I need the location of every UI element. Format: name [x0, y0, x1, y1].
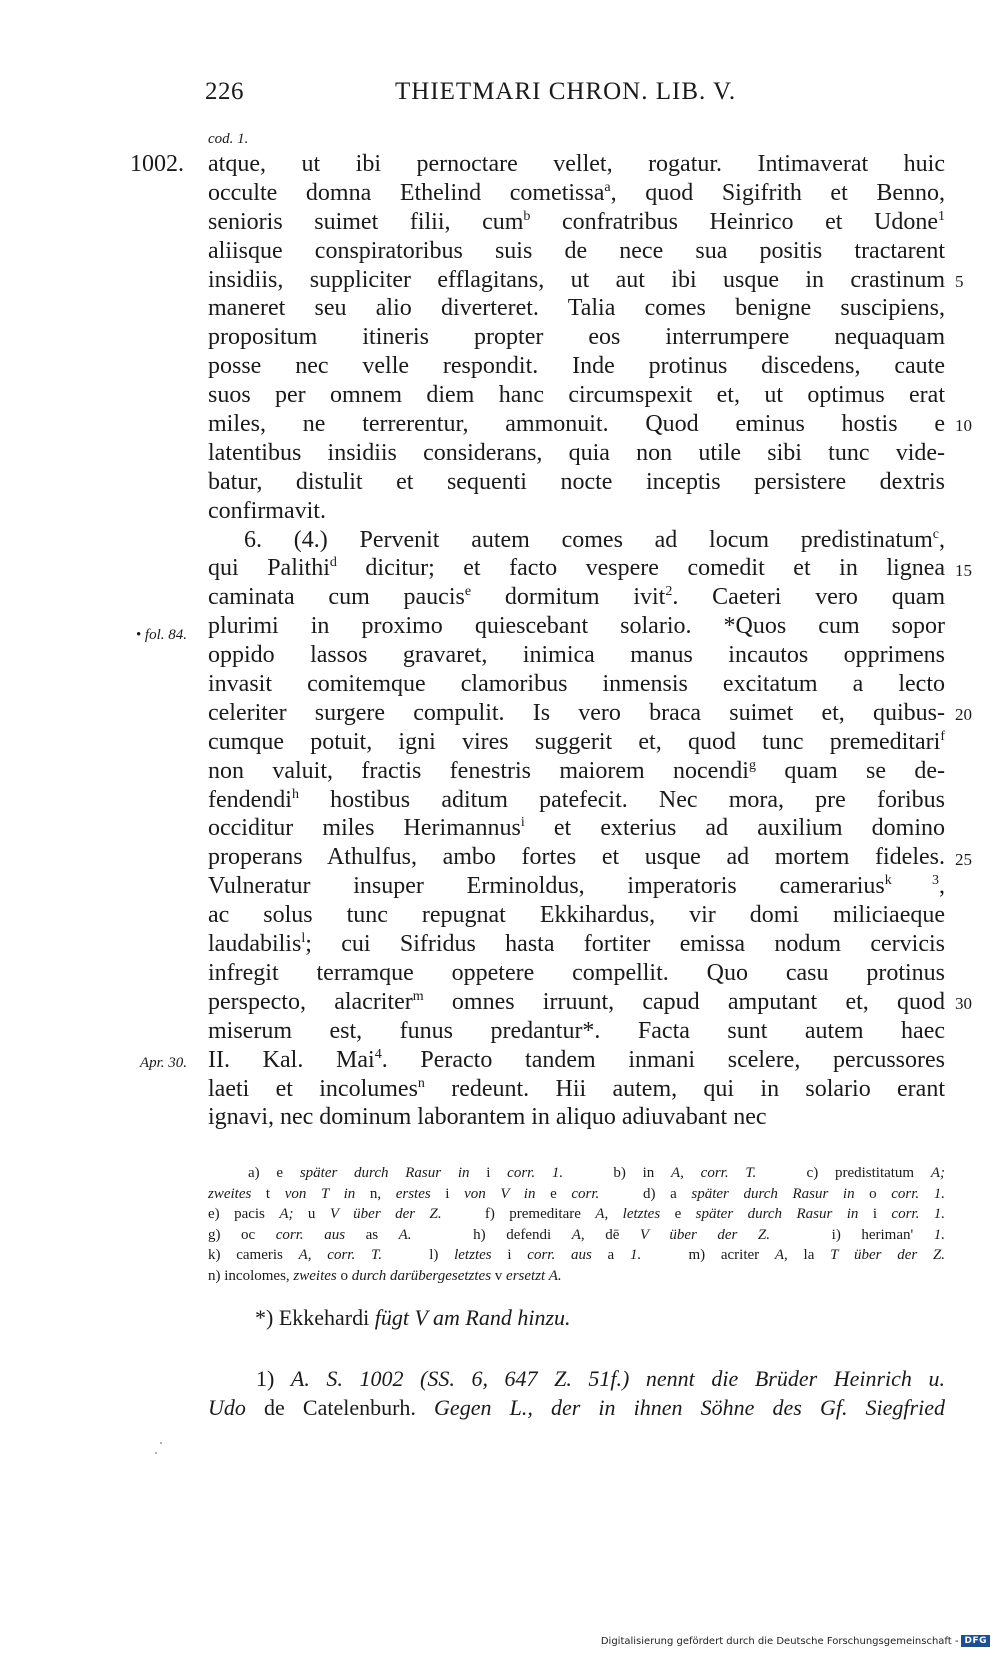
margin-date: Apr. 30.	[139, 1055, 187, 1071]
text-line: maneret seu alio diverteret. Talia comes benigne suscipiens,	[208, 295, 945, 322]
codex-note: cod. 1.	[208, 131, 249, 147]
text-line: latentibus insidiis considerans, quia non utile sibi tunc vide-	[208, 439, 945, 466]
text-line: plurimi in proximo quiescebant solario. *Quos cum sopor	[208, 613, 945, 640]
source-note-line: 1) A. S. 1002 (SS. 6, 647 Z. 51f.) nennt die Brüder Heinrich u.	[256, 1366, 945, 1391]
footnote-line: a) e später durch Rasur in i corr. 1. b) in A, corr. T. c) predistitatum A;	[248, 1165, 946, 1181]
star-note: *) Ekkehardi fügt V am Rand hinzu.	[255, 1305, 571, 1330]
critical-apparatus	[208, 1163, 945, 1286]
footnote-line: n) incolomes, zweites o durch darübergesetztes v ersetzt A.	[208, 1267, 562, 1284]
text-line: II. Kal. Mai$^4$. Peracto tandem inmani scelere, percussores	[208, 1046, 945, 1073]
text-line: occiditur miles Herimannus$^i$ et exterius ad auxilium domino	[208, 815, 945, 842]
text-line: cumque potuit, igni vires suggerit et, quod tunc premeditari$^f$	[208, 728, 945, 755]
scan-speck	[155, 1452, 157, 1454]
text-line: non valuit, fractis fenestris maiorem nocendi$^g$ quam se de-	[208, 757, 945, 784]
text-line: miserum est, funus predantur*. Facta sunt autem haec	[208, 1017, 945, 1044]
dfg-logo: DFG	[961, 1635, 990, 1647]
text-line: Vulneratur insuper Erminoldus, imperatoris camerarius$^{k 3}$,	[208, 873, 946, 900]
scan-speck	[160, 1442, 162, 1444]
margin-folio: • fol. 84.	[135, 627, 187, 643]
line-number: 10	[955, 416, 972, 436]
text-line: invasit comitemque clamoribus inmensis excitatum a lecto	[208, 671, 945, 698]
text-line: occulte domna Ethelind cometissa$^a$, quod Sigifrith et Benno,	[208, 179, 946, 206]
text-line: infregit terramque oppetere compellit. Quo casu protinus	[208, 959, 945, 986]
text-line: fendendi$^h$ hostibus aditum patefecit. Nec mora, pre foribus	[208, 786, 945, 813]
text-line: laudabilis$^l$; cui Sifridus hasta fortiter emissa nodum cervicis	[208, 931, 945, 958]
main-text-block	[208, 150, 945, 1132]
text-line: miles, ne terrerentur, ammonuit. Quod eminus hostis e	[208, 411, 945, 438]
digitization-credit	[601, 1635, 990, 1647]
text-line: caminata cum paucis$^e$ dormitum ivit$^2$. Caeteri vero quam	[208, 584, 946, 611]
text-line: oppido lassos gravaret, inimica manus incautos opprimens	[208, 642, 945, 669]
footnote-line: e) pacis A; u V über der Z. f) premeditare A, letztes e später durch Rasur in i corr. 1.	[208, 1206, 945, 1222]
text-line: batur, distulit et sequenti nocte inceptis persistere dextris	[208, 468, 945, 495]
text-line: properans Athulfus, ambo fortes et usque ad mortem fideles.	[208, 844, 945, 871]
text-line: 6. (4.) Pervenit autem comes ad locum predistinatum$^c$,	[244, 526, 945, 553]
text-line: posse nec velle respondit. Inde protinus discedens, caute	[208, 353, 945, 380]
page-number: 226	[205, 78, 244, 105]
running-head: THIETMARI CHRON. LIB. V.	[395, 78, 737, 105]
text-line: senioris suimet filii, cum$^b$ confratribus Heinrico et Udone$^1$	[208, 208, 946, 235]
text-line: perspecto, alacriter$^m$ omnes irruunt, capud amputant et, quod	[208, 988, 945, 1015]
line-number: 20	[955, 705, 972, 725]
text-line: qui Palithi$^d$ dicitur; et facto vespere comedit et in lignea	[208, 555, 946, 582]
footnote-line: k) cameris A, corr. T. l) letztes i corr. aus a 1. m) acriter A, la T über der Z.	[208, 1247, 946, 1263]
text-line: propositum itineris propter eos interrumpere nequaquam	[208, 324, 945, 351]
text-line: ignavi, nec dominum laborantem in aliquo adiuvabant nec	[208, 1104, 767, 1131]
footnote-line: g) oc corr. aus as A. h) defendi A, dē V über der Z. i) heriman' 1.	[208, 1226, 945, 1243]
text-line: confirmavit.	[208, 497, 326, 524]
line-number: 15	[955, 560, 972, 580]
text-line: insidiis, suppliciter efflagitans, ut aut ibi usque in crastinum	[208, 266, 945, 293]
text-line: celeriter surgere compulit. Is vero braca suimet et, quibus-	[208, 699, 945, 726]
text-line: laeti et incolumes$^n$ redeunt. Hii autem, qui in solario erant	[208, 1075, 945, 1102]
text-line: ac solus tunc repugnat Ekkihardus, vir domi miliciaeque	[208, 902, 945, 929]
source-notes	[208, 1364, 945, 1422]
line-number: 25	[955, 849, 972, 869]
line-number: 5	[955, 271, 964, 291]
text-line: aliisque conspiratoribus suis de nece sua positis tractarent	[208, 237, 945, 264]
source-note-line: Udo de Catelenburh. Gegen L., der in ihnen Söhne des Gf. Siegfried	[208, 1395, 945, 1420]
line-number: 30	[955, 994, 972, 1014]
text-line: atque, ut ibi pernoctare vellet, rogatur. Intimaverat huic	[208, 151, 945, 177]
margin-year: 1002.	[130, 151, 184, 177]
text-line: suos per omnem diem hanc circumspexit et, ut optimus erat	[208, 382, 945, 409]
footnote-line: zweites t von T in n, erstes i von V in e corr. d) a später durch Rasur in o corr. 1.	[208, 1185, 946, 1202]
page-header	[0, 78, 1000, 114]
digitization-text: Digitalisierung gefördert durch die Deutsche Forschungsgemeinschaft -	[600, 1635, 959, 1647]
